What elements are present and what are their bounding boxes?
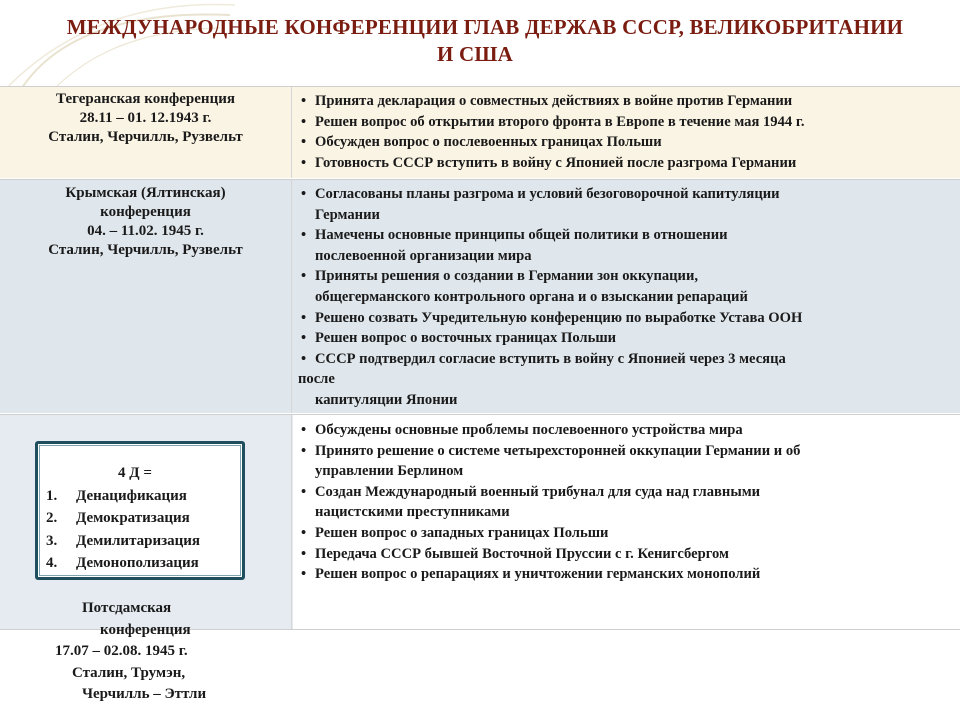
decision-text: Решен вопрос о западных границах Польши — [315, 524, 609, 541]
item-number: 1. — [46, 487, 58, 504]
decision-tail-line: после — [298, 371, 335, 388]
decision-text: Создан Международный военный трибунал для суда над главными — [315, 483, 761, 500]
decision-text: Намечены основные принципы общей политики в отношении — [315, 227, 728, 244]
decision-text: Готовность СССР вступить в войну с Японией после разгрома Германии — [315, 154, 797, 171]
conference-info-yalta — [0, 180, 292, 413]
four-d-list — [38, 485, 242, 575]
item-number: 3. — [46, 532, 58, 549]
decision-item — [299, 564, 960, 585]
decision-item — [299, 420, 960, 441]
item-number: 2. — [46, 510, 58, 526]
decision-item — [299, 91, 960, 112]
bullet-icon: • — [301, 154, 307, 171]
bullet-icon: • — [301, 545, 307, 562]
decision-text: Решено созвать Учредительную конференцию по выработке Устава ООН — [315, 309, 803, 326]
item-text: Демонополизация — [76, 555, 199, 571]
page-title — [0, 0, 960, 80]
bullet-icon: • — [301, 227, 307, 244]
conference-participants: Сталин, Трумэн, — [72, 664, 186, 681]
four-d-item — [46, 485, 242, 508]
decision-text: Решен вопрос о восточных границах Польши — [315, 330, 617, 347]
four-d-item — [46, 507, 242, 530]
conference-dates: 04. – 11.02. 1945 г. — [87, 223, 204, 239]
decision-item — [299, 328, 960, 349]
conference-info-potsdam-text — [0, 598, 292, 706]
bullet-icon: • — [301, 566, 307, 583]
decisions-list — [299, 91, 960, 173]
conference-name-cont: конференция — [100, 204, 191, 220]
bullet-icon: • — [301, 422, 307, 438]
bullet-icon: • — [301, 93, 307, 109]
bullet-icon: • — [301, 350, 307, 367]
decision-item — [299, 482, 960, 523]
decisions-tehran — [293, 87, 960, 178]
decision-text: Решен вопрос об открытии второго фронта в Европе в течение мая 1944 г. — [315, 113, 805, 130]
decision-tail-line: капитуляции Японии — [315, 391, 458, 408]
decision-item — [299, 225, 960, 266]
decision-item — [299, 523, 960, 544]
decision-text: Приняты решения о создании в Германии зон оккупации, — [315, 268, 699, 285]
bullet-icon: • — [301, 186, 307, 202]
decisions-list — [299, 420, 960, 585]
table-row-tehran — [0, 86, 960, 178]
table-row-yalta — [0, 179, 960, 413]
bullet-icon: • — [301, 483, 307, 500]
decisions-yalta — [293, 180, 960, 413]
decision-item — [299, 184, 960, 225]
item-text: Демилитаризация — [76, 532, 201, 549]
item-text: Демократизация — [76, 510, 190, 526]
page-title-line-1: МЕЖДУНАРОДНЫЕ КОНФЕРЕНЦИИ ГЛАВ ДЕРЖАВ СССР, ВЕЛИКОБРИТАНИИ — [66, 15, 904, 39]
decision-text: Решен вопрос о репарациях и уничтожении германских монополий — [315, 566, 761, 583]
conference-name: Тегеранская конференция — [56, 91, 235, 107]
conference-participants: Сталин, Черчилль, Рузвельт — [48, 242, 243, 258]
conference-participants: Сталин, Черчилль, Рузвельт — [48, 129, 243, 145]
conference-dates: 28.11 – 01. 12.1943 г. — [79, 110, 212, 126]
decision-item — [299, 132, 960, 153]
bullet-icon: • — [301, 442, 307, 459]
four-d-item — [46, 530, 242, 553]
decision-text: Принята декларация о совместных действиях в войне против Германии — [315, 93, 793, 109]
decision-item — [299, 441, 960, 482]
decision-text: нацистскими преступниками — [315, 504, 510, 521]
conference-dates: 17.07 – 02.08. 1945 г. — [55, 643, 188, 659]
decision-text: послевоенной организации мира — [315, 247, 532, 264]
conference-info-tehran — [0, 87, 292, 178]
bullet-icon: • — [301, 268, 307, 285]
item-number: 4. — [46, 555, 58, 571]
bullet-icon: • — [301, 524, 307, 541]
decision-text: Согласованы планы разгрома и условий безоговорочной капитуляции — [315, 186, 780, 202]
bullet-icon: • — [301, 309, 307, 326]
decision-item — [299, 153, 960, 174]
four-d-item — [46, 552, 242, 575]
decision-item — [299, 349, 960, 370]
bullet-icon: • — [301, 330, 307, 347]
decision-text: управлении Берлином — [315, 463, 464, 480]
decisions-potsdam — [293, 415, 960, 629]
page-title-line-2: И США — [437, 42, 513, 66]
decision-text: общегерманского контрольного органа и о взыскании репараций — [315, 288, 748, 305]
item-text: Денацификация — [76, 487, 187, 504]
decision-item — [299, 266, 960, 307]
bullet-icon: • — [301, 113, 307, 130]
conference-name: Крымская (Ялтинская) — [65, 185, 226, 201]
bullet-icon: • — [301, 134, 307, 150]
conference-participants-cont: Черчилль – Эттли — [82, 686, 207, 702]
decision-text: Германии — [315, 206, 380, 223]
four-d-box — [35, 441, 245, 580]
decision-item — [299, 112, 960, 133]
decision-text: СССР подтвердил согласие вступить в войну с Японией через 3 месяца — [315, 350, 786, 367]
four-d-title: 4 Д = — [118, 465, 152, 481]
decision-item — [299, 308, 960, 329]
decision-text: Передача СССР бывшей Восточной Пруссии с г. Кенигсбергом — [315, 545, 729, 562]
decision-text: Обсуждены основные проблемы послевоенного устройства мира — [315, 422, 743, 438]
decision-text: Принято решение о системе четырехсторонней оккупации Германии и об — [315, 442, 801, 459]
decision-text: Обсужден вопрос о послевоенных границах Польши — [315, 134, 662, 150]
conference-name: Потсдамская — [82, 600, 172, 616]
decision-item — [299, 544, 960, 565]
conference-name-cont: конференция — [100, 621, 191, 638]
decisions-list — [299, 184, 960, 369]
